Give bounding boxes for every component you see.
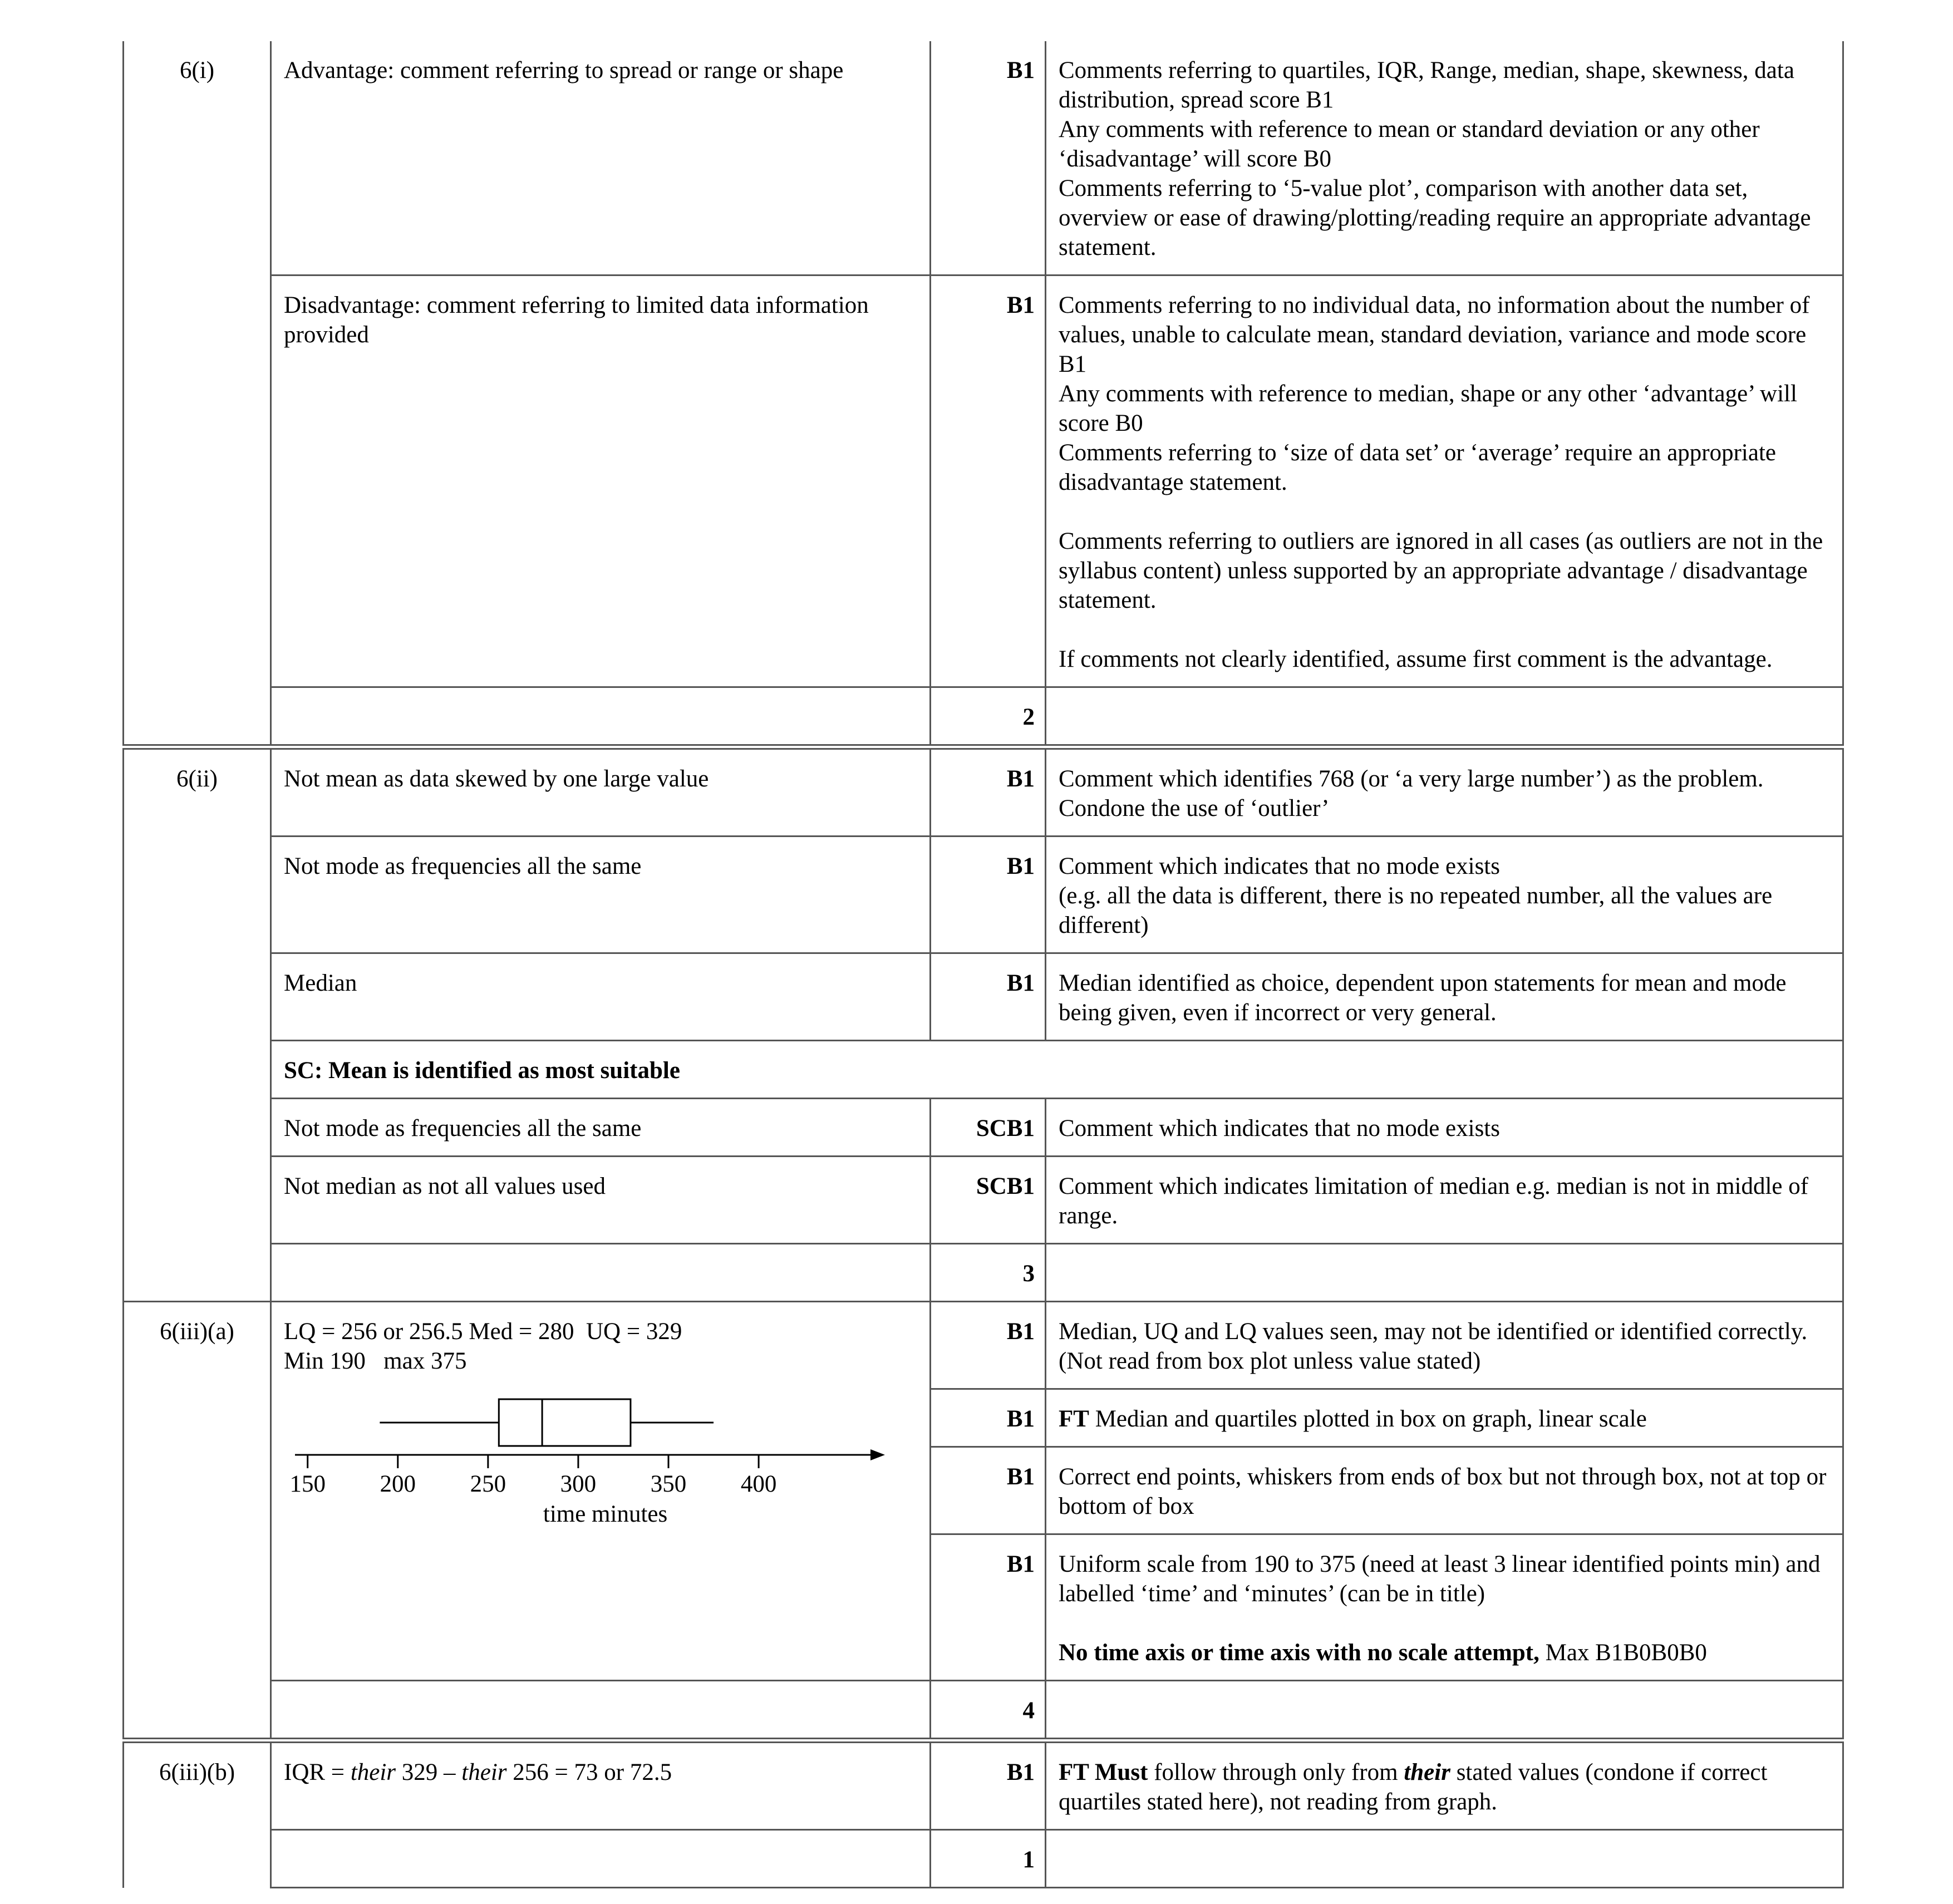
guidance-text: follow through only from: [1148, 1759, 1404, 1785]
guidance-cell: [1046, 41, 1843, 275]
guidance-line: (e.g. all the data is different, there is no repeated number, all the values are different): [1059, 883, 1773, 938]
box-plot: [284, 1393, 896, 1537]
question-number: 6(ii): [124, 747, 271, 1302]
empty-cell: [1046, 1244, 1843, 1302]
answer-cell: Median: [271, 953, 931, 1041]
guidance-line: Any comments with reference to median, shape or any other ‘advantage’ will score B0: [1059, 381, 1797, 436]
guidance-cell: [1046, 1389, 1843, 1447]
tick-label: 400: [740, 1471, 777, 1497]
empty-cell: [1046, 1681, 1843, 1741]
guidance-note: [1059, 1638, 1830, 1667]
answer-cell: Not mode as frequencies all the same: [271, 837, 931, 953]
tick-label: 300: [560, 1471, 597, 1497]
empty-cell: [271, 1244, 931, 1302]
mark-cell: SCB1: [931, 1157, 1046, 1244]
question-number: 6(iii)(b): [124, 1740, 271, 1888]
answer-cell: Not mode as frequencies all the same: [271, 1099, 931, 1157]
mark-cell: B1: [931, 1389, 1046, 1447]
question-number: 6(iii)(a): [124, 1302, 271, 1741]
guidance-cell: [1046, 953, 1843, 1041]
total-marks: 2: [931, 687, 1046, 747]
mark-cell: B1: [931, 41, 1046, 275]
empty-cell: [1046, 1830, 1843, 1888]
note-rest: Max B1B0B0B0: [1539, 1640, 1707, 1666]
guidance-cell: [1046, 747, 1843, 837]
guidance-line: If comments not clearly identified, assume first comment is the advantage.: [1059, 646, 1773, 672]
answer-cell: Disadvantage: comment referring to limited data information provided: [271, 275, 931, 687]
mark-cell: B1: [931, 1740, 1046, 1830]
box-plot-svg: [284, 1393, 896, 1537]
guidance-line: Uniform scale from 190 to 375 (need at least 3 linear identified points min) and labelled ‘time’ and ‘minutes’ (can be in title): [1059, 1551, 1821, 1607]
guidance-line: Comment which indicates that no mode exists: [1059, 853, 1500, 879]
guidance-line: Comments referring to ‘5-value plot’, comparison with another data set, overview or ease of drawing/plotting/reading require an appropriate advantage statement.: [1059, 175, 1811, 260]
guidance-cell: [1046, 275, 1843, 687]
ft-label: FT: [1059, 1759, 1089, 1785]
guidance-line: Comments referring to outliers are ignored in all cases (as outliers are not in the syllabus content) unless supported by an appropriate advantage / disadvantage statement.: [1059, 528, 1823, 613]
guidance-line: Comments referring to no individual data, no information about the number of values, unable to calculate mean, standard deviation, variance and mode score B1: [1059, 292, 1810, 377]
guidance-text: stated values (condone if correct quartiles stated here), not reading from graph.: [1059, 1759, 1768, 1815]
axis-arrow-icon: [870, 1449, 885, 1460]
answer-cell: [271, 1740, 931, 1830]
guidance-line: Comments referring to quartiles, IQR, Range, median, shape, skewness, data distribution, spread score B1: [1059, 57, 1794, 113]
min-max-line: Min 190 max 375: [284, 1348, 467, 1374]
mark-cell: B1: [931, 275, 1046, 687]
guidance-line: Comments referring to ‘size of data set’ or ‘average’ require an appropriate disadvantage statement.: [1059, 440, 1776, 495]
empty-cell: [271, 1830, 931, 1888]
answer-cell: [271, 1302, 931, 1681]
mark-cell: B1: [931, 747, 1046, 837]
answer-text: 256 = 73 or 72.5: [506, 1759, 672, 1785]
guidance-cell: [1046, 1740, 1843, 1830]
guidance-cell: [1046, 837, 1843, 953]
tick-label: 350: [650, 1471, 687, 1497]
must-label: Must: [1089, 1759, 1148, 1785]
iqr-box: [499, 1399, 631, 1446]
their-text: their: [1404, 1759, 1450, 1785]
guidance-line: Condone the use of ‘outlier’: [1059, 795, 1330, 821]
special-case-heading: SC: Mean is identified as most suitable: [271, 1041, 1843, 1099]
answer-text: 329 –: [396, 1759, 462, 1785]
their-text: their: [350, 1759, 396, 1785]
mark-scheme-table: [122, 41, 1844, 1888]
answer-cell: Not median as not all values used: [271, 1157, 931, 1244]
ft-label: FT: [1059, 1406, 1089, 1432]
total-marks: 4: [931, 1681, 1046, 1741]
axis-title: time minutes: [543, 1501, 668, 1527]
tick-label: 250: [470, 1471, 506, 1497]
total-marks: 1: [931, 1830, 1046, 1888]
guidance-line: Comment which indicates limitation of median e.g. median is not in middle of range.: [1059, 1173, 1809, 1229]
guidance-line: Comment which identifies 768 (or ‘a very large number’) as the problem.: [1059, 766, 1764, 792]
mark-cell: B1: [931, 1447, 1046, 1534]
guidance-line: Median identified as choice, dependent upon statements for mean and mode being given, even if incorrect or very general.: [1059, 970, 1787, 1026]
empty-cell: [1046, 687, 1843, 747]
mark-cell: B1: [931, 1302, 1046, 1389]
guidance-cell: [1046, 1157, 1843, 1244]
mark-cell: B1: [931, 953, 1046, 1041]
note-bold: No time axis or time axis with no scale attempt,: [1059, 1640, 1539, 1666]
quartiles-line: LQ = 256 or 256.5 Med = 280 UQ = 329: [284, 1318, 682, 1345]
their-text: their: [461, 1759, 507, 1785]
mark-cell: B1: [931, 837, 1046, 953]
tick-label: 200: [380, 1471, 416, 1497]
answer-cell: Not mean as data skewed by one large value: [271, 747, 931, 837]
answer-text: IQR =: [284, 1759, 351, 1785]
mark-cell: SCB1: [931, 1099, 1046, 1157]
guidance-text: Median and quartiles plotted in box on graph, linear scale: [1089, 1406, 1647, 1432]
guidance-line: Comment which indicates that no mode exists: [1059, 1115, 1500, 1142]
answer-cell: Advantage: comment referring to spread or range or shape: [271, 41, 931, 275]
guidance-cell: Median, UQ and LQ values seen, may not be identified or identified correctly. (Not read from box plot unless value stated): [1046, 1302, 1843, 1389]
empty-cell: [271, 687, 931, 747]
question-number: 6(i): [124, 41, 271, 747]
tick-label: 150: [289, 1471, 326, 1497]
mark-cell: B1: [931, 1534, 1046, 1681]
guidance-cell: Correct end points, whiskers from ends of box but not through box, not at top or bottom of box: [1046, 1447, 1843, 1534]
guidance-cell: [1046, 1099, 1843, 1157]
guidance-cell: [1046, 1534, 1843, 1681]
empty-cell: [271, 1681, 931, 1741]
guidance-line: Any comments with reference to mean or standard deviation or any other ‘disadvantage’ will score B0: [1059, 116, 1760, 172]
total-marks: 3: [931, 1244, 1046, 1302]
